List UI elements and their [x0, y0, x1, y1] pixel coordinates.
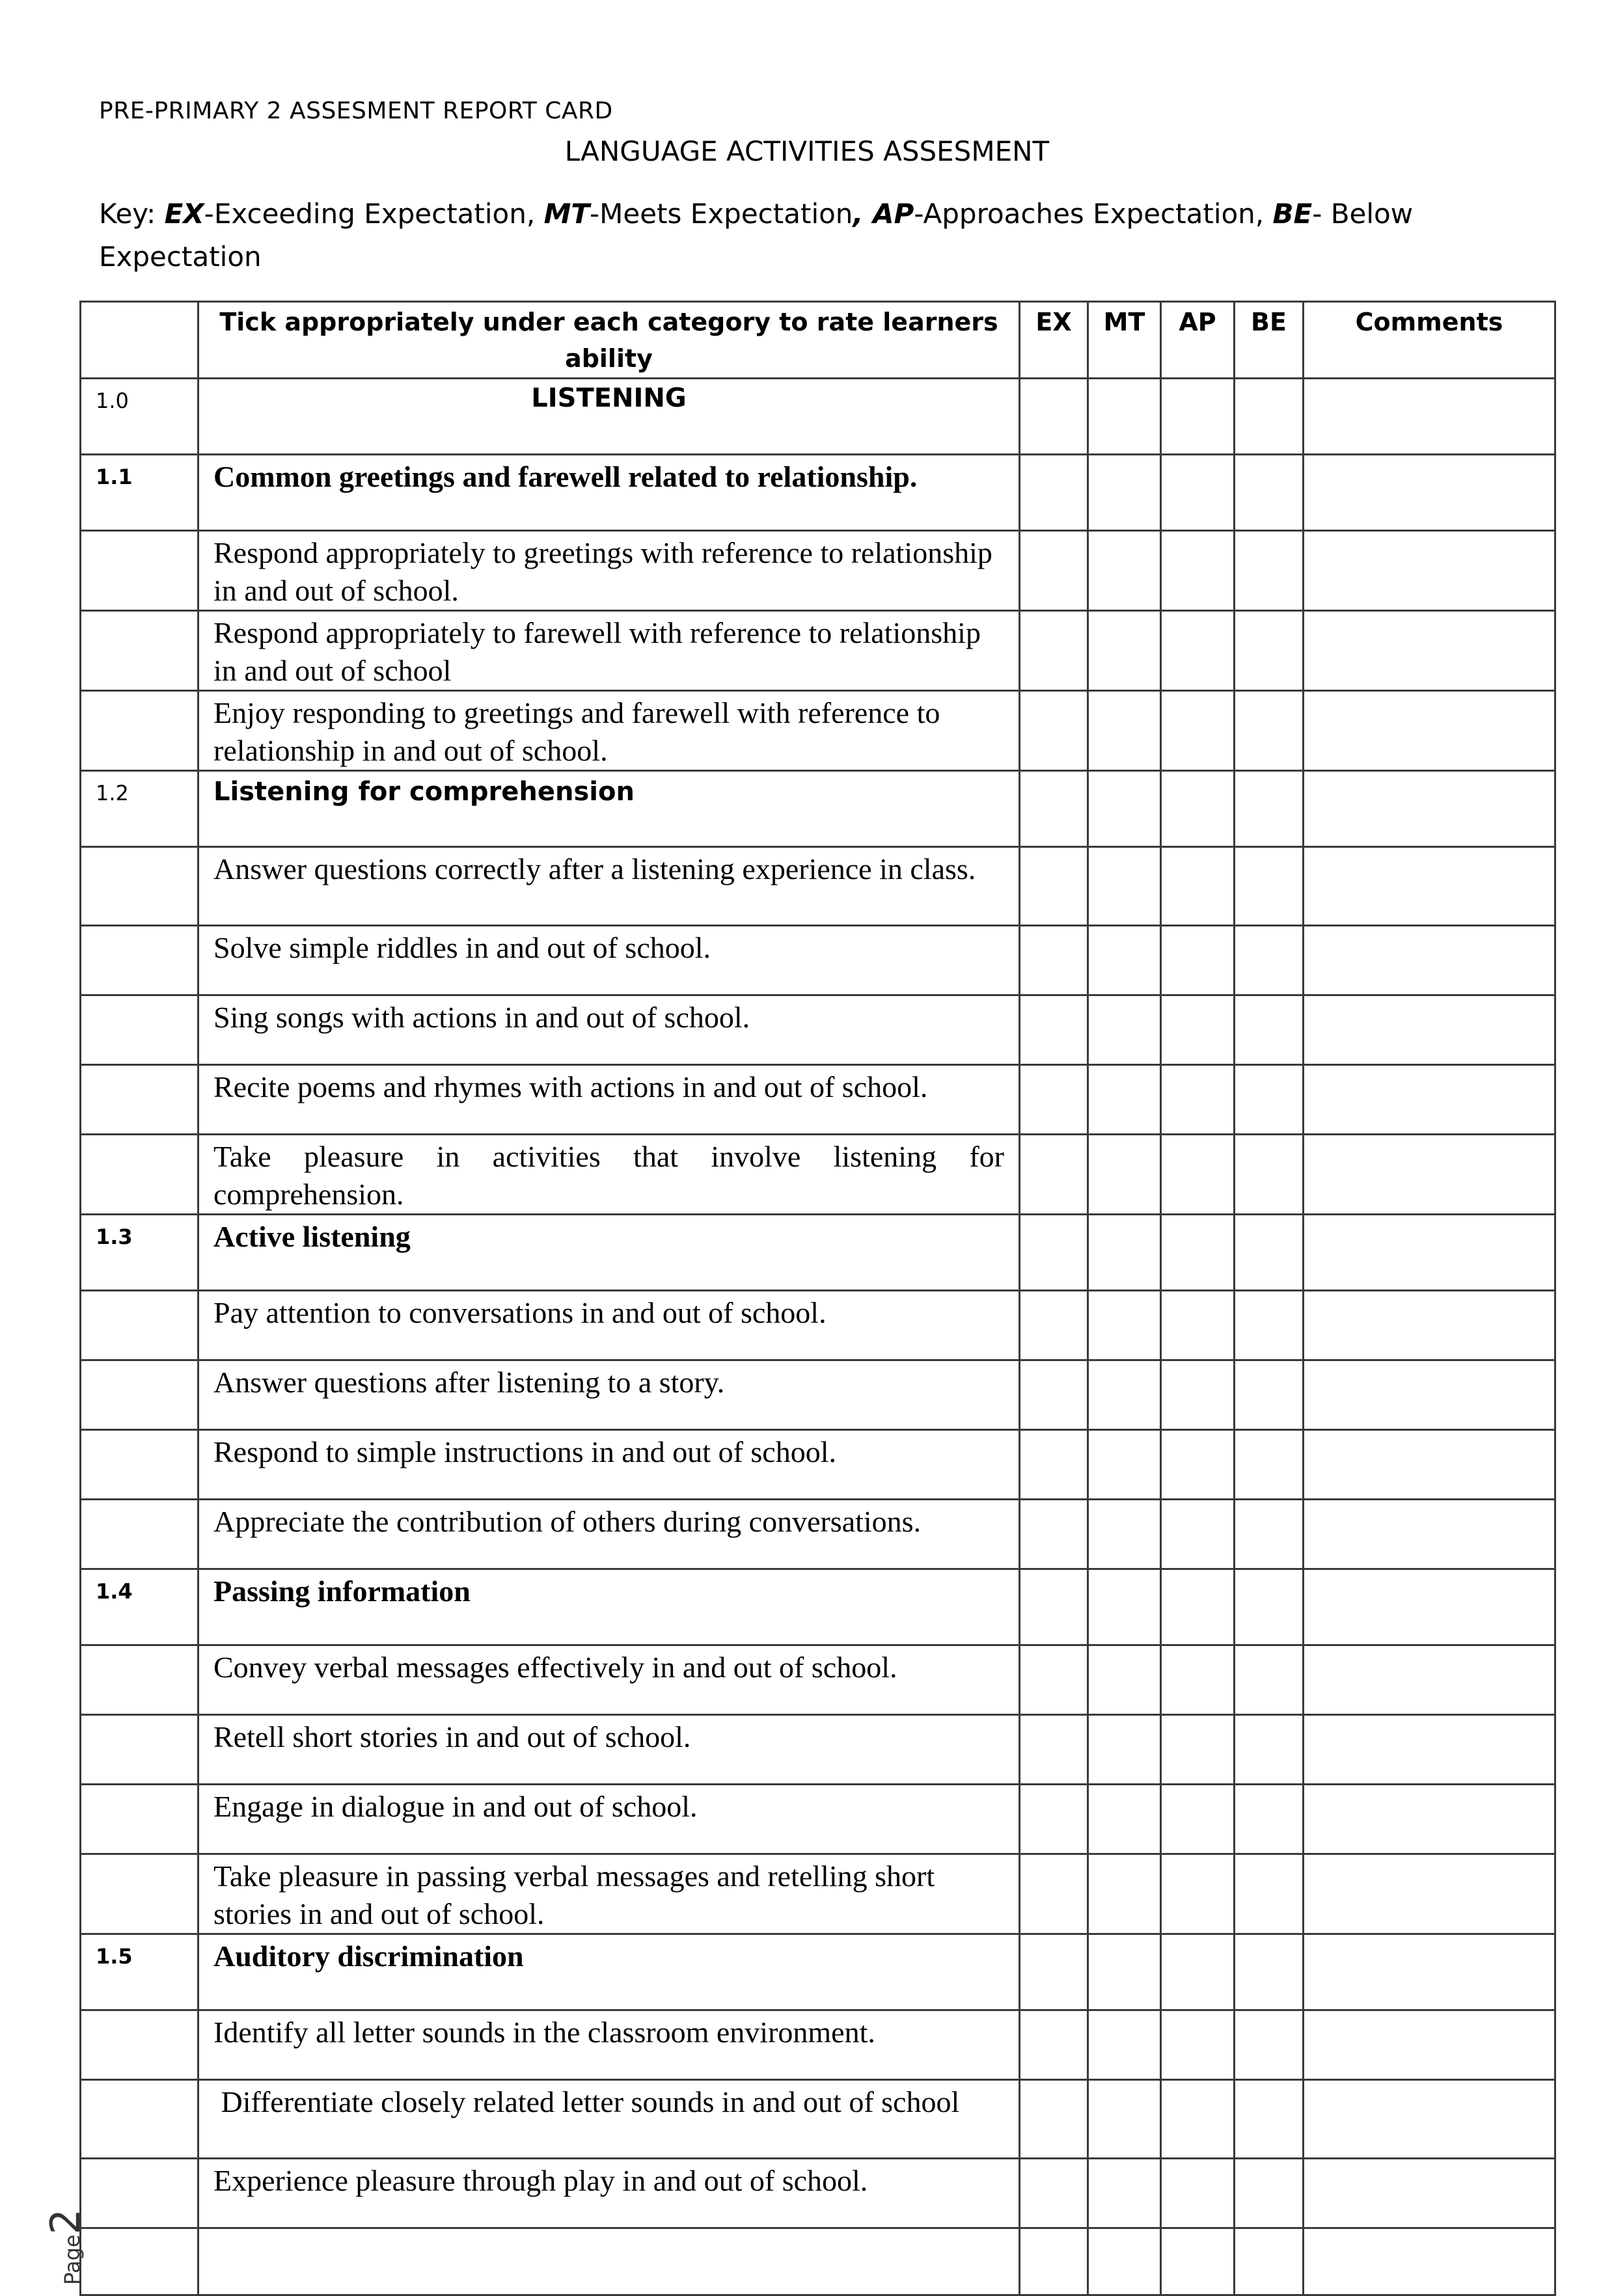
ap-tick-cell[interactable] [1161, 691, 1235, 771]
mt-tick-cell[interactable] [1088, 691, 1161, 771]
header-comments: Comments [1304, 302, 1555, 379]
ap-tick-cell[interactable] [1161, 379, 1235, 455]
section-title: LISTENING [198, 379, 1020, 455]
item-row [81, 1430, 1555, 1500]
ap-tick-cell[interactable] [1161, 1934, 1235, 2010]
subsection-row [81, 455, 1555, 531]
ap-tick-cell[interactable] [1161, 2159, 1235, 2228]
mt-tick-cell[interactable] [1088, 1135, 1161, 1215]
be-tick-cell[interactable] [1235, 1854, 1304, 1934]
ap-tick-cell[interactable] [1161, 1291, 1235, 1360]
item-description: Respond appropriately to farewell with reference to relationship in and out of school [198, 611, 1020, 691]
comments-cell[interactable] [1304, 1569, 1555, 1645]
item-description[interactable] [198, 2228, 1020, 2295]
mt-tick-cell[interactable] [1088, 379, 1161, 455]
item-row [81, 531, 1555, 611]
item-row [81, 611, 1555, 691]
item-description: Pay attention to conversations in and out of school. [198, 1291, 1020, 1360]
be-tick-cell[interactable] [1235, 2159, 1304, 2228]
ap-tick-cell[interactable] [1161, 1715, 1235, 1785]
subsection-number: 1.1 [81, 455, 198, 531]
comments-cell[interactable] [1304, 847, 1555, 926]
ap-tick-cell[interactable] [1161, 1065, 1235, 1135]
key-be-abbr: BE [1272, 198, 1313, 230]
ex-tick-cell[interactable] [1020, 1934, 1088, 2010]
item-description: Sing songs with actions in and out of school. [198, 995, 1020, 1065]
ap-tick-cell[interactable] [1161, 2010, 1235, 2080]
key-mt-text: -Meets Expectation [590, 198, 853, 230]
ap-tick-cell[interactable] [1161, 1500, 1235, 1569]
mt-tick-cell[interactable] [1088, 1360, 1161, 1430]
mt-tick-cell[interactable] [1088, 611, 1161, 691]
item-row [81, 1500, 1555, 1569]
ex-tick-cell[interactable] [1020, 379, 1088, 455]
item-row [81, 1360, 1555, 1430]
mt-tick-cell[interactable] [1088, 995, 1161, 1065]
comments-cell[interactable] [1304, 1430, 1555, 1500]
be-tick-cell[interactable] [1235, 1065, 1304, 1135]
comments-cell[interactable] [1304, 1645, 1555, 1715]
ex-tick-cell[interactable] [1020, 1569, 1088, 1645]
ap-tick-cell[interactable] [1161, 1360, 1235, 1430]
item-number-cell [81, 926, 198, 995]
item-description: Retell short stories in and out of school. [198, 1715, 1020, 1785]
item-number-cell [81, 1854, 198, 1934]
item-description: Convey verbal messages effectively in and out of school. [198, 1645, 1020, 1715]
be-tick-cell[interactable] [1235, 611, 1304, 691]
empty-row [81, 2228, 1555, 2295]
be-tick-cell[interactable] [1235, 2228, 1304, 2295]
ex-tick-cell[interactable] [1020, 2080, 1088, 2159]
mt-tick-cell[interactable] [1088, 771, 1161, 847]
ap-tick-cell[interactable] [1161, 995, 1235, 1065]
item-number-cell [81, 2080, 198, 2159]
be-tick-cell[interactable] [1235, 1500, 1304, 1569]
comments-cell[interactable] [1304, 995, 1555, 1065]
key-be-text: - Below Expectation [99, 198, 1414, 273]
ex-tick-cell[interactable] [1020, 531, 1088, 611]
be-tick-cell[interactable] [1235, 691, 1304, 771]
item-number-cell [81, 1430, 198, 1500]
item-description: Solve simple riddles in and out of school. [198, 926, 1020, 995]
item-row [81, 926, 1555, 995]
be-tick-cell[interactable] [1235, 995, 1304, 1065]
subsection-number: 1.2 [81, 771, 198, 847]
ex-tick-cell[interactable] [1020, 2228, 1088, 2295]
subsection-number: 1.4 [81, 1569, 198, 1645]
item-number-cell [81, 1645, 198, 1715]
be-tick-cell[interactable] [1235, 1715, 1304, 1785]
mt-tick-cell[interactable] [1088, 926, 1161, 995]
page-word: Page [60, 2234, 85, 2285]
be-tick-cell[interactable] [1235, 1934, 1304, 2010]
item-row [81, 1854, 1555, 1934]
mt-tick-cell[interactable] [1088, 1291, 1161, 1360]
item-description: Take pleasure in passing verbal messages and retelling short stories in and out of school. [198, 1854, 1020, 1934]
item-row [81, 2010, 1555, 2080]
be-tick-cell[interactable] [1235, 1430, 1304, 1500]
ex-tick-cell[interactable] [1020, 1430, 1088, 1500]
ap-tick-cell[interactable] [1161, 1215, 1235, 1291]
comments-cell[interactable] [1304, 1500, 1555, 1569]
comments-cell[interactable] [1304, 1785, 1555, 1854]
mt-tick-cell[interactable] [1088, 1715, 1161, 1785]
be-tick-cell[interactable] [1235, 847, 1304, 926]
ex-tick-cell[interactable] [1020, 455, 1088, 531]
section-number: 1.0 [81, 379, 198, 455]
ex-tick-cell[interactable] [1020, 771, 1088, 847]
ap-tick-cell[interactable] [1161, 1645, 1235, 1715]
comments-cell[interactable] [1304, 455, 1555, 531]
subsection-row [81, 1569, 1555, 1645]
ex-tick-cell[interactable] [1020, 1854, 1088, 1934]
item-number-cell [81, 1785, 198, 1854]
item-number-cell [81, 611, 198, 691]
ex-tick-cell[interactable] [1020, 1215, 1088, 1291]
item-description: Identify all letter sounds in the classroom environment. [198, 2010, 1020, 2080]
mt-tick-cell[interactable] [1088, 1934, 1161, 2010]
be-tick-cell[interactable] [1235, 926, 1304, 995]
key-label: Key: [99, 198, 165, 230]
be-tick-cell[interactable] [1235, 531, 1304, 611]
comments-cell[interactable] [1304, 2080, 1555, 2159]
be-tick-cell[interactable] [1235, 771, 1304, 847]
ex-tick-cell[interactable] [1020, 1291, 1088, 1360]
ap-tick-cell[interactable] [1161, 611, 1235, 691]
mt-tick-cell[interactable] [1088, 1430, 1161, 1500]
ex-tick-cell[interactable] [1020, 611, 1088, 691]
ex-tick-cell[interactable] [1020, 926, 1088, 995]
ex-tick-cell[interactable] [1020, 1785, 1088, 1854]
item-row [81, 1065, 1555, 1135]
mt-tick-cell[interactable] [1088, 847, 1161, 926]
be-tick-cell[interactable] [1235, 455, 1304, 531]
item-number-cell [81, 1291, 198, 1360]
header-ex: EX [1020, 302, 1088, 379]
item-description: Appreciate the contribution of others during conversations. [198, 1500, 1020, 1569]
comments-cell[interactable] [1304, 2228, 1555, 2295]
mt-tick-cell[interactable] [1088, 1569, 1161, 1645]
ex-tick-cell[interactable] [1020, 1360, 1088, 1430]
item-description: Experience pleasure through play in and out of school. [198, 2159, 1020, 2228]
item-row [81, 995, 1555, 1065]
mt-tick-cell[interactable] [1088, 1215, 1161, 1291]
item-row [81, 2159, 1555, 2228]
comments-cell[interactable] [1304, 379, 1555, 455]
item-number-cell [81, 1065, 198, 1135]
item-description: Answer questions correctly after a listening experience in class. [198, 847, 1020, 926]
item-row [81, 847, 1555, 926]
item-number-cell [81, 1360, 198, 1430]
mt-tick-cell[interactable] [1088, 455, 1161, 531]
ap-tick-cell[interactable] [1161, 2228, 1235, 2295]
mt-tick-cell[interactable] [1088, 1785, 1161, 1854]
comments-cell[interactable] [1304, 1360, 1555, 1430]
assessment-table [79, 301, 1556, 2296]
key-ex-text: -Exceeding Expectation, [204, 198, 544, 230]
ap-tick-cell[interactable] [1161, 1569, 1235, 1645]
ex-tick-cell[interactable] [1020, 847, 1088, 926]
subsection-row [81, 1215, 1555, 1291]
item-description: Respond to simple instructions in and out of school. [198, 1430, 1020, 1500]
page-number-label [42, 2187, 100, 2285]
item-row [81, 1135, 1555, 1215]
item-description: Recite poems and rhymes with actions in and out of school. [198, 1065, 1020, 1135]
comments-cell[interactable] [1304, 1135, 1555, 1215]
section-row-listening [81, 379, 1555, 455]
item-description: Respond appropriately to greetings with reference to relationship in and out of school. [198, 531, 1020, 611]
be-tick-cell[interactable] [1235, 2080, 1304, 2159]
header-row [81, 302, 1555, 379]
be-tick-cell[interactable] [1235, 1135, 1304, 1215]
ap-tick-cell[interactable] [1161, 455, 1235, 531]
item-description: Answer questions after listening to a story. [198, 1360, 1020, 1430]
mt-tick-cell[interactable] [1088, 2010, 1161, 2080]
item-row [81, 2080, 1555, 2159]
comments-cell[interactable] [1304, 2159, 1555, 2228]
comments-cell[interactable] [1304, 531, 1555, 611]
item-number-cell [81, 847, 198, 926]
be-tick-cell[interactable] [1235, 1215, 1304, 1291]
mt-tick-cell[interactable] [1088, 2080, 1161, 2159]
ap-tick-cell[interactable] [1161, 926, 1235, 995]
header-instruction: Tick appropriately under each category to rate learners ability [198, 302, 1020, 379]
item-row [81, 1785, 1555, 1854]
item-number-cell [81, 2010, 198, 2080]
ap-tick-cell[interactable] [1161, 771, 1235, 847]
mt-tick-cell[interactable] [1088, 1065, 1161, 1135]
ex-tick-cell[interactable] [1020, 1715, 1088, 1785]
item-row [81, 691, 1555, 771]
page-number: 2 [42, 2209, 89, 2235]
item-description: Differentiate closely related letter sounds in and out of school [198, 2080, 1020, 2159]
ap-tick-cell[interactable] [1161, 847, 1235, 926]
key-ex-abbr: EX [164, 198, 204, 230]
ex-tick-cell[interactable] [1020, 691, 1088, 771]
mt-tick-cell[interactable] [1088, 2228, 1161, 2295]
be-tick-cell[interactable] [1235, 1569, 1304, 1645]
mt-tick-cell[interactable] [1088, 2159, 1161, 2228]
report-card-title: PRE-PRIMARY 2 ASSESMENT REPORT CARD [99, 98, 613, 124]
comments-cell[interactable] [1304, 1065, 1555, 1135]
ap-tick-cell[interactable] [1161, 531, 1235, 611]
ex-tick-cell[interactable] [1020, 2159, 1088, 2228]
be-tick-cell[interactable] [1235, 1360, 1304, 1430]
comments-cell[interactable] [1304, 1715, 1555, 1785]
item-number-cell [81, 1500, 198, 1569]
item-number-cell [81, 531, 198, 611]
comments-cell[interactable] [1304, 771, 1555, 847]
ap-tick-cell[interactable] [1161, 1430, 1235, 1500]
be-tick-cell[interactable] [1235, 1645, 1304, 1715]
subsection-number: 1.5 [81, 1934, 198, 2010]
item-row [81, 1291, 1555, 1360]
page-title: LANGUAGE ACTIVITIES ASSESMENT [564, 135, 1050, 167]
comments-cell[interactable] [1304, 611, 1555, 691]
item-description: Enjoy responding to greetings and farewell with reference to relationship in and out of school. [198, 691, 1020, 771]
key-ap-text: -Approaches Expectation, [914, 198, 1273, 230]
item-row [81, 1715, 1555, 1785]
item-number-cell [81, 691, 198, 771]
header-ap: AP [1161, 302, 1235, 379]
ap-tick-cell[interactable] [1161, 1854, 1235, 1934]
ex-tick-cell[interactable] [1020, 2010, 1088, 2080]
subsection-number: 1.3 [81, 1215, 198, 1291]
be-tick-cell[interactable] [1235, 379, 1304, 455]
item-number-cell [81, 1135, 198, 1215]
comments-cell[interactable] [1304, 2010, 1555, 2080]
be-tick-cell[interactable] [1235, 1291, 1304, 1360]
ex-tick-cell[interactable] [1020, 995, 1088, 1065]
ex-tick-cell[interactable] [1020, 1065, 1088, 1135]
comments-cell[interactable] [1304, 1934, 1555, 2010]
mt-tick-cell[interactable] [1088, 1854, 1161, 1934]
ap-tick-cell[interactable] [1161, 1785, 1235, 1854]
comments-cell[interactable] [1304, 691, 1555, 771]
key-comma: , [853, 198, 873, 230]
subsection-title: Passing information [198, 1569, 1020, 1645]
subsection-row [81, 771, 1555, 847]
key-mt-abbr: MT [543, 198, 590, 230]
subsection-row [81, 1934, 1555, 2010]
ex-tick-cell[interactable] [1020, 1500, 1088, 1569]
item-row [81, 1645, 1555, 1715]
header-be: BE [1235, 302, 1304, 379]
be-tick-cell[interactable] [1235, 1785, 1304, 1854]
item-description: Engage in dialogue in and out of school. [198, 1785, 1020, 1854]
header-number-cell [81, 302, 198, 379]
mt-tick-cell[interactable] [1088, 531, 1161, 611]
header-mt: MT [1088, 302, 1161, 379]
mt-tick-cell[interactable] [1088, 1645, 1161, 1715]
mt-tick-cell[interactable] [1088, 1500, 1161, 1569]
rating-key [99, 193, 1544, 278]
subsection-title: Auditory discrimination [198, 1934, 1020, 2010]
key-ap-abbr: AP [873, 198, 914, 230]
item-number-cell [81, 995, 198, 1065]
ex-tick-cell[interactable] [1020, 1135, 1088, 1215]
item-number-cell [81, 1715, 198, 1785]
be-tick-cell[interactable] [1235, 2010, 1304, 2080]
comments-cell[interactable] [1304, 1854, 1555, 1934]
subsection-title: Active listening [198, 1215, 1020, 1291]
ap-tick-cell[interactable] [1161, 1135, 1235, 1215]
ex-tick-cell[interactable] [1020, 1645, 1088, 1715]
comments-cell[interactable] [1304, 926, 1555, 995]
subsection-title: Common greetings and farewell related to relationship. [198, 455, 1020, 531]
subsection-title: Listening for comprehension [198, 771, 1020, 847]
comments-cell[interactable] [1304, 1215, 1555, 1291]
comments-cell[interactable] [1304, 1291, 1555, 1360]
ap-tick-cell[interactable] [1161, 2080, 1235, 2159]
item-description: Take pleasure in activities that involve listening for comprehension. [198, 1135, 1020, 1215]
